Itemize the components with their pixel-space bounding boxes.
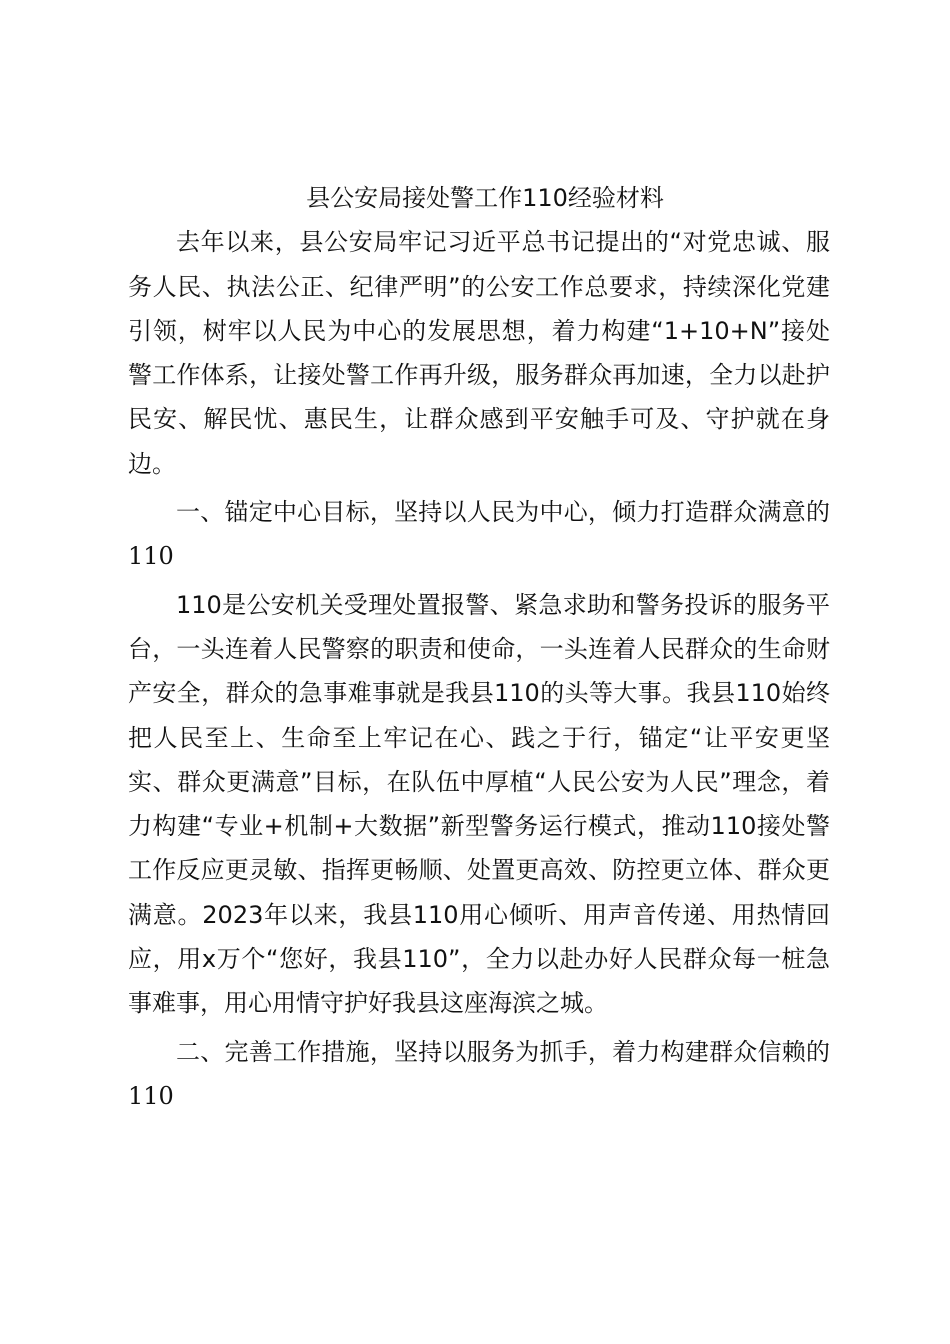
section-1-paragraph: 110是公安机关受理处置报警、紧急求助和警务投诉的服务平台，一头连着人民警察的职责和使命，一头连着人民群众的生命财产安全，群众的急事难事就是我县110的头等大事。我县110始终把人民至上、生命至上牢记在心、践之于行，锚定“让平安更坚实、群众更满意”目标，在队伍中厚植“人民公安为人民”理念，着力构建“专业+机制+大数据”新型警务运行模式，推动110接处警工作反应更灵敏、指挥更畅顺、处置更高效、防控更立体、群众更满意。2023年以来，我县110用心倾听、用声音传递、用热情回应，用x万个“您好，我县110”，全力以赴办好人民群众每一桩急事难事，用心用情守护好我县这座海滨之城。 xyxy=(128,590,830,1018)
document-title: 县公安局接处警工作110经验材料 xyxy=(306,184,664,212)
document-body xyxy=(128,176,830,1122)
section-heading-2: 二、完善工作措施，坚持以服务为抓手，着力构建群众信赖的110 xyxy=(128,1037,830,1110)
intro-paragraph: 去年以来，县公安局牢记习近平总书记提出的“对党忠诚、服务人民、执法公正、纪律严明”的公安工作总要求，持续深化党建引领，树牢以人民为中心的发展思想，着力构建“1+10+N”接处警工作体系，让接处警工作再升级，服务群众再加速，全力以赴护民安、解民忧、惠民生，让群众感到平安触手可及、守护就在身边。 xyxy=(128,228,830,478)
section-heading-1: 一、锚定中心目标，坚持以人民为中心，倾力打造群众满意的110 xyxy=(128,498,830,571)
